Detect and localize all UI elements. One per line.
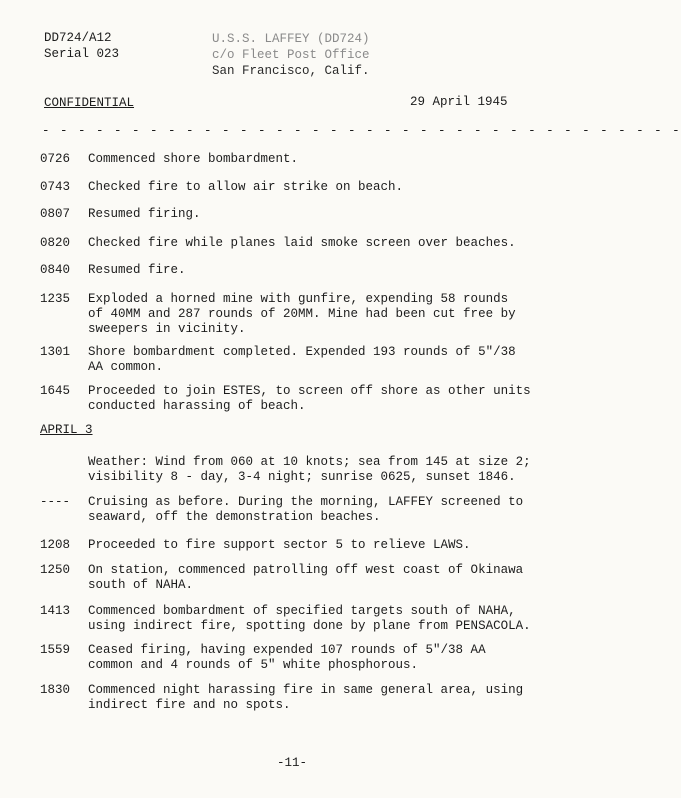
section-heading: APRIL 3 [40, 423, 93, 437]
entry-text: Resumed firing. [88, 207, 201, 221]
entry-text: Commenced bombardment of specified targets south of NAHA, using indirect fire, spotting done by plane from PENSACOLA. [88, 604, 531, 633]
entry-time: 1830 [40, 683, 71, 697]
entry-time: ---- [40, 495, 71, 509]
entry-time: 1645 [40, 384, 71, 398]
entry-time: 0840 [40, 263, 71, 277]
entry-time: 0807 [40, 207, 71, 221]
entry-time: 1250 [40, 563, 71, 577]
entry-time: 0743 [40, 180, 71, 194]
entry-text: Commenced night harassing fire in same general area, using indirect fire and no spots. [88, 683, 524, 712]
entry-time: 1208 [40, 538, 71, 552]
fleet-post-office: c/o Fleet Post Office [212, 48, 370, 62]
entry-text: Ceased firing, having expended 107 rounds of 5"/38 AA common and 4 rounds of 5" white phosphorous. [88, 643, 486, 672]
entry-time: 1301 [40, 345, 71, 359]
entry-time: 1235 [40, 292, 71, 306]
entry-text: Commenced shore bombardment. [88, 152, 299, 166]
dashed-separator: - - - - - - - - - - - - - - - - - - - - - - - - - - - - - - - - - - - - [42, 124, 681, 138]
entry-text: Proceeded to join ESTES, to screen off shore as other units conducted harassing of beach. [88, 384, 531, 413]
entry-text: Checked fire while planes laid smoke screen over beaches. [88, 236, 516, 250]
entry-time: 1413 [40, 604, 71, 618]
document-date: 29 April 1945 [410, 95, 508, 109]
entry-text: Checked fire to allow air strike on beach. [88, 180, 404, 194]
entry-time: 0726 [40, 152, 71, 166]
ship-prefix: U.S.S. [212, 32, 265, 46]
entry-text: Resumed fire. [88, 263, 186, 277]
entry-text: On station, commenced patrolling off west coast of Okinawa south of NAHA. [88, 563, 524, 592]
city-line: San Francisco, Calif. [212, 64, 370, 78]
serial-number: Serial 023 [44, 47, 120, 61]
entry-text: Exploded a horned mine with gunfire, expending 58 rounds of 40MM and 287 rounds of 20MM. Mine had been cut free by sweepers in vicinity. [88, 292, 516, 336]
file-designation: DD724/A12 [44, 31, 112, 45]
classification-label: CONFIDENTIAL [44, 96, 135, 110]
entry-time: 1559 [40, 643, 71, 657]
entry-text: Cruising as before. During the morning, LAFFEY screened to seaward, off the demonstration beaches. [88, 495, 524, 524]
ship-name-line [212, 32, 370, 47]
page-number: -11- [277, 756, 308, 770]
entry-text: Proceeded to fire support sector 5 to relieve LAWS. [88, 538, 471, 552]
entry-time: 0820 [40, 236, 71, 250]
ship-name: LAFFEY (DD724) [264, 32, 370, 46]
weather-report: Weather: Wind from 060 at 10 knots; sea from 145 at size 2; visibility 8 - day, 3-4 night; sunrise 0625, sunset 1846. [88, 455, 531, 484]
entry-text: Shore bombardment completed. Expended 193 rounds of 5"/38 AA common. [88, 345, 516, 374]
